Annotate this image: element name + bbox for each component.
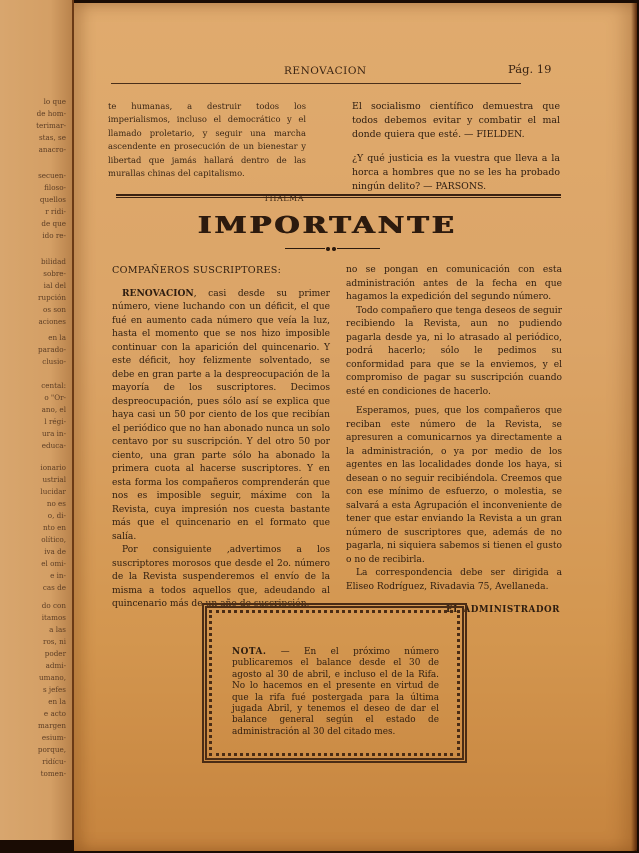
facing-page-text-fragment: itamos — [41, 613, 66, 622]
facing-page-text-fragment: no es — [46, 499, 66, 508]
quote-parsons: ¿Y qué justicia es la vuestra que lleva a la horca a hombres que no se les ha probado ningún delito? — PARSONS. — [352, 152, 560, 193]
facing-page-text-fragment: o, di- — [47, 511, 66, 520]
section-divider — [116, 194, 561, 198]
article-signature: EL ADMINISTRADOR — [445, 605, 560, 615]
article-paragraph: no se pongan en comunicación con esta administración antes de la fecha en que hagamos la expedición del segundo número. — [346, 265, 562, 302]
nota-body: — En el próximo número publicaremos el balance desde el 30 de agosto al 30 de abril, e incluso el de la Rifa. No lo hacemos en el presente en virtud de que la rifa fué postergada para la última jugada Abril, y tenemos el deseo de dar el balance general según el estado de administración al 30 del citado mes. — [232, 646, 439, 737]
header-rule — [111, 83, 521, 84]
facing-page-text-fragment: el omi- — [41, 559, 66, 568]
article-column-right — [346, 264, 562, 618]
article-salutation: COMPAÑEROS SUSCRIPTORES: — [112, 265, 282, 276]
facing-page-text-fragment: ano, el — [41, 405, 66, 414]
facing-page-text-fragment: lo que — [43, 97, 66, 106]
nota-box — [202, 603, 467, 763]
facing-page-text-fragment: margen — [37, 721, 66, 730]
nota-text — [232, 647, 439, 738]
facing-page-text-fragment: porque, — [37, 745, 66, 754]
facing-page-text-fragment: secuen- — [38, 171, 66, 180]
facing-page-text-fragment: tomen- — [40, 769, 66, 778]
facing-page-text-fragment: a las — [49, 625, 66, 634]
article-paragraph: Esperamos, pues, que los compañeros que reciban este número de la Revista, se apresuren a comunicarnos ya directamente a la administración, o ya por medio de los agentes en las localidades donde los haya, si desean o no seguir recibiéndola. Creemos que con ese mínimo de esfuerzo, o molestia, se salvará a esta Agrupación el inconveniente de tener que estar enviando la Revista a un gran número de suscriptores que, además de no pagarla, ni siquiera sabemos si tienen el gusto o no de recibirla. — [346, 406, 562, 565]
article-paragraph: Por consiguiente ,advertimos a los suscriptores morosos que desde el 2o. número de la Revista suspenderemos el envío de la misma a todos aquellos que, adeudando al quincenario más de un año de suscripción, — [112, 545, 330, 609]
facing-page-text-fragment: rupción — [38, 293, 66, 302]
facing-page-text-fragment: e acto — [43, 709, 66, 718]
facing-page-text-fragment: cental: — [41, 381, 66, 390]
facing-page-text-fragment: ustrial — [42, 475, 66, 484]
previous-article-ending — [108, 100, 306, 206]
article-paragraph: La correspondencia debe ser dirigida a Eliseo Rodríguez, Rivadavia 75, Avellaneda. — [346, 568, 562, 592]
facing-page-text-fragment: ial del — [43, 281, 66, 290]
facing-page-text-fragment: s jefes — [42, 685, 66, 694]
facing-page-text-fragment: olítico, — [41, 535, 66, 544]
facing-page-text-fragment: parado- — [38, 345, 66, 354]
facing-page-text-fragment: terimar- — [36, 121, 66, 130]
page-number: Pág. 19 — [508, 62, 552, 76]
magazine-page — [74, 3, 637, 851]
paragraph-text: , casi desde su primer número, viene luchando con un déficit, el que fué en aumento cada número que veía la luz, hasta el momento que se nos hizo imposible continuar con la aparición del quincenario. Y este déficit, hoy felizmente solventado, se debe en gran parte a la despreocupación de la mayoría de los suscriptores. Decimos despreocupación, pues sólo así se explica que haya casi un 50 por ciento de los que recibían el periódico que no han abonado nunca un solo centavo por su suscripción. Y del otro 50 por ciento, una gran parte sólo ha abonado la primera cuota al hacerse suscriptores. Y en esta forma los compañeros comprenderán que nos es imposible seguir, máxime con la Revista, cuya impresión nos cuesta bastante más que el quincenario en el formato que salía. — [112, 288, 330, 542]
facing-page-text-fragment: umano, — [39, 673, 66, 682]
facing-page-text-fragment: l régi- — [44, 417, 66, 426]
article-ending-text: te humanas, a destruir todos los imperialismos, incluso el democrático y el llamado proletario, y seguir una marcha ascendente en prosecución de un bienestar y libertad que jamás hallará dentro de las murallas chinas del capitalismo. — [108, 101, 306, 179]
facing-page-text-fragment: ros, ni — [43, 637, 66, 646]
publication-name: RENOVACION — [122, 287, 194, 299]
facing-page-text-fragment: do con — [41, 601, 66, 610]
facing-page-text-fragment: os son — [43, 305, 66, 314]
facing-page-text-fragment: r ridi- — [45, 207, 66, 216]
facing-page-text-fragment: de hom- — [36, 109, 66, 118]
facing-page-text-fragment: admi- — [45, 661, 66, 670]
facing-page-text-fragment: en la — [48, 333, 66, 342]
facing-page-text-fragment: aciones — [38, 317, 66, 326]
facing-page-text-fragment: sobre- — [43, 269, 66, 278]
facing-page-text-fragment: educa- — [41, 441, 66, 450]
facing-page-text-fragment: iva de — [44, 547, 66, 556]
facing-page-text-fragment: ura in- — [42, 429, 66, 438]
facing-page-text-fragment: lucidar — [40, 487, 66, 496]
facing-page-text-fragment: bilidad — [41, 257, 66, 266]
facing-page-text-fragment: anacro- — [38, 145, 66, 154]
quotes-column — [352, 100, 560, 194]
facing-page-text-fragment: esium- — [41, 733, 66, 742]
facing-page-edge — [0, 0, 74, 840]
facing-page-text-fragment: cas de — [42, 583, 66, 592]
article-column-left — [112, 264, 330, 612]
facing-page-text-fragment: poder — [44, 649, 66, 658]
ornament-divider-icon — [285, 247, 380, 251]
publication-title: RENOVACION — [284, 65, 367, 77]
article-author: THALMA — [263, 194, 304, 204]
article-paragraph — [112, 287, 330, 545]
facing-page-text-fragment: o "Or- — [44, 393, 66, 402]
facing-page-text-fragment: de que — [41, 219, 66, 228]
facing-page-text-fragment: ridícu- — [42, 757, 66, 766]
facing-page-text-fragment: stas, se — [38, 133, 66, 142]
quote-fielden: El socialismo científico demuestra que todos debemos evitar y combatir el mal donde quiera que esté. — FIELDEN. — [352, 101, 560, 141]
nota-label: NOTA. — [232, 646, 267, 657]
article-paragraph: Todo compañero que tenga deseos de seguir recibiendo la Revista, aun no pudiendo pagarla desde ya, ni lo atrasado al periódico, podrá hacerlo; sólo le pedimos su conformidad para que se la enviemos, y el compromiso de pagar su suscripción cuando esté en condiciones de hacerlo. — [346, 305, 562, 397]
running-header — [74, 62, 637, 81]
facing-page-text-fragment: en la — [48, 697, 66, 706]
headline-text: IMPORTANTE — [197, 211, 457, 239]
facing-page-text-fragment: ionario — [40, 463, 66, 472]
facing-page-text-fragment: e in- — [50, 571, 66, 580]
headline — [74, 208, 637, 242]
facing-page-text-fragment: ido re- — [42, 231, 66, 240]
facing-page-text-fragment: nto en — [42, 523, 66, 532]
facing-page-text-fragment: clusio- — [42, 357, 66, 366]
facing-page-text-fragment: quellos — [39, 195, 66, 204]
facing-page-text-fragment: filoso- — [44, 183, 66, 192]
